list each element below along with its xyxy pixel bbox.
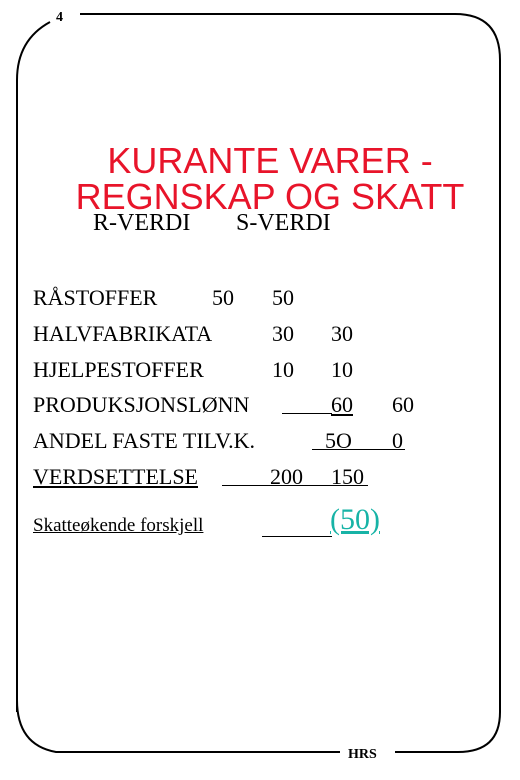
footer-initials: HRS	[348, 747, 377, 762]
slide-title-line-2: REGNSKAP OG SKATT	[75, 176, 465, 217]
difference-value: (50)	[330, 503, 380, 536]
slide-title-line-1: KURANTE VARER -	[107, 140, 433, 181]
page-number: 4	[56, 10, 63, 25]
row-s-value: 150	[331, 464, 364, 489]
row-r-value: 200	[270, 464, 303, 489]
row-s-value: 30	[331, 321, 353, 346]
fill-underline	[282, 413, 332, 414]
column-header-r-verdi: R-VERDI	[93, 210, 191, 236]
difference-label: Skatteøkende forskjell	[33, 515, 204, 536]
fill-underline	[262, 536, 332, 537]
row-r-value: 50	[212, 285, 234, 310]
row-label-halvfabrikata: HALVFABRIKATA	[33, 321, 213, 346]
row-s-value: 60	[392, 392, 414, 417]
row-r-value: 60	[331, 392, 353, 417]
row-s-value: 50	[272, 285, 294, 310]
row-label-hjelpestoffer: HJELPESTOFFER	[33, 357, 204, 382]
row-s-value: 0	[392, 428, 403, 453]
row-s-value: 10	[331, 357, 353, 382]
row-label-produksjonslonn: PRODUKSJONSLØNN	[33, 392, 250, 417]
row-label-verdsettelse: VERDSETTELSE	[33, 464, 198, 489]
row-label-andel-faste-tilvk: ANDEL FASTE TILV.K.	[33, 428, 256, 453]
row-label-rastoffer: RÅSTOFFER	[33, 285, 158, 310]
row-r-value: 5O	[325, 428, 352, 453]
row-r-value: 30	[272, 321, 294, 346]
row-r-value: 10	[272, 357, 294, 382]
column-header-s-verdi: S-VERDI	[236, 210, 331, 236]
